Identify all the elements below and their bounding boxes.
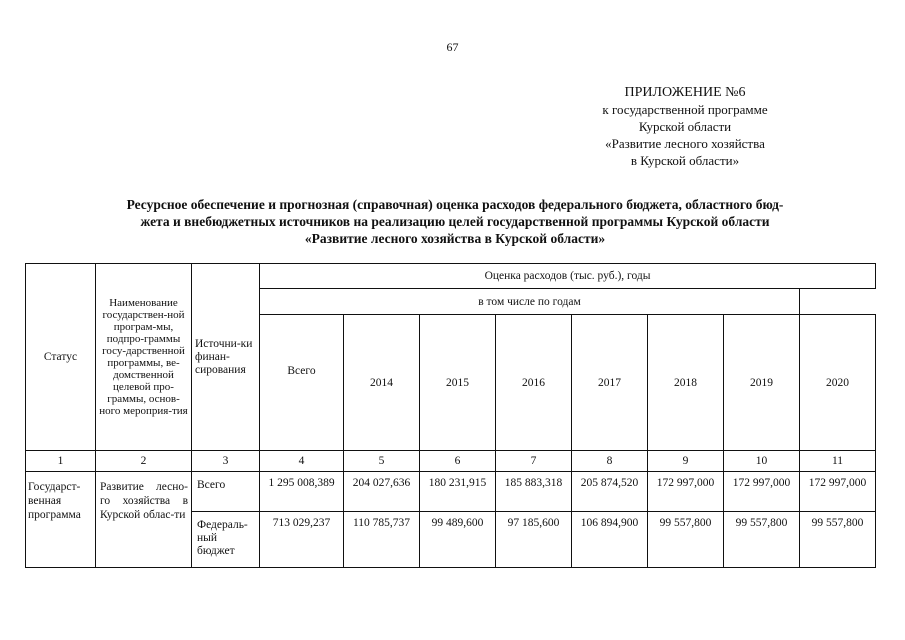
appendix-line: Курской области — [638, 119, 732, 134]
program-name-cell: Развитие лесно-го хозяйства в Курской облас-ти — [96, 472, 192, 568]
value-cell: 99 557,800 — [724, 512, 800, 568]
header-year: 2018 — [648, 315, 724, 451]
header-status: Статус — [26, 264, 96, 451]
value-cell: 713 029,237 — [260, 512, 344, 568]
appendix-line: в Курской области» — [630, 153, 740, 168]
header-year: 2017 — [572, 315, 648, 451]
document-title-line: жета и внебюджетных источников на реализацию целей государственной программы Курской области — [140, 214, 770, 229]
header-by-year: в том числе по годам — [260, 289, 800, 315]
document-title-line: Ресурсное обеспечение и прогнозная (справочная) оценка расходов федерального бюджета, областного бюд- — [126, 197, 784, 212]
value-cell: 1 295 008,389 — [260, 472, 344, 512]
value-cell: 180 231,915 — [420, 472, 496, 512]
value-cell: 99 557,800 — [648, 512, 724, 568]
value-cell: 185 883,318 — [496, 472, 572, 512]
column-number: 10 — [724, 451, 800, 472]
value-cell: 172 997,000 — [800, 472, 876, 512]
column-number: 11 — [800, 451, 876, 472]
document-title — [60, 196, 850, 247]
document-title-line: «Развитие лесного хозяйства в Курской области» — [304, 231, 606, 246]
value-cell: 110 785,737 — [344, 512, 420, 568]
header-estimate: Оценка расходов (тыс. руб.), годы — [260, 264, 876, 289]
column-number: 4 — [260, 451, 344, 472]
column-number: 7 — [496, 451, 572, 472]
appendix-title: ПРИЛОЖЕНИЕ №6 — [624, 85, 746, 100]
status-cell: Государст-венная программа — [26, 472, 96, 568]
value-cell: 172 997,000 — [724, 472, 800, 512]
value-cell: 205 874,520 — [572, 472, 648, 512]
column-number: 8 — [572, 451, 648, 472]
column-number: 3 — [192, 451, 260, 472]
value-cell: 204 027,636 — [344, 472, 420, 512]
appendix-line: к государственной программе — [602, 102, 768, 117]
column-number: 1 — [26, 451, 96, 472]
header-total: Всего — [260, 315, 344, 451]
header-year: 2016 — [496, 315, 572, 451]
value-cell: 97 185,600 — [496, 512, 572, 568]
appendix-block — [560, 84, 810, 169]
source-cell: Федераль-ный бюджет — [192, 512, 260, 568]
value-cell: 99 557,800 — [800, 512, 876, 568]
budget-table — [25, 263, 876, 568]
page-number: 67 — [446, 40, 459, 54]
column-number: 6 — [420, 451, 496, 472]
column-number: 5 — [344, 451, 420, 472]
table-row — [26, 472, 876, 512]
header-year: 2014 — [344, 315, 420, 451]
value-cell: 106 894,900 — [572, 512, 648, 568]
appendix-line: «Развитие лесного хозяйства — [605, 136, 765, 151]
source-cell: Всего — [192, 472, 260, 512]
header-year: 2015 — [420, 315, 496, 451]
header-name: Наименование государствен-ной програм-мы, подпро-граммы госу-дарственной программы, ве-домственной целевой про-граммы, основ-ного мероприя-тия — [96, 264, 192, 451]
header-year: 2019 — [724, 315, 800, 451]
column-number: 2 — [96, 451, 192, 472]
value-cell: 99 489,600 — [420, 512, 496, 568]
value-cell: 172 997,000 — [648, 472, 724, 512]
column-number: 9 — [648, 451, 724, 472]
header-source: Источни-ки финан-сирования — [192, 264, 260, 451]
header-year: 2020 — [800, 315, 876, 451]
